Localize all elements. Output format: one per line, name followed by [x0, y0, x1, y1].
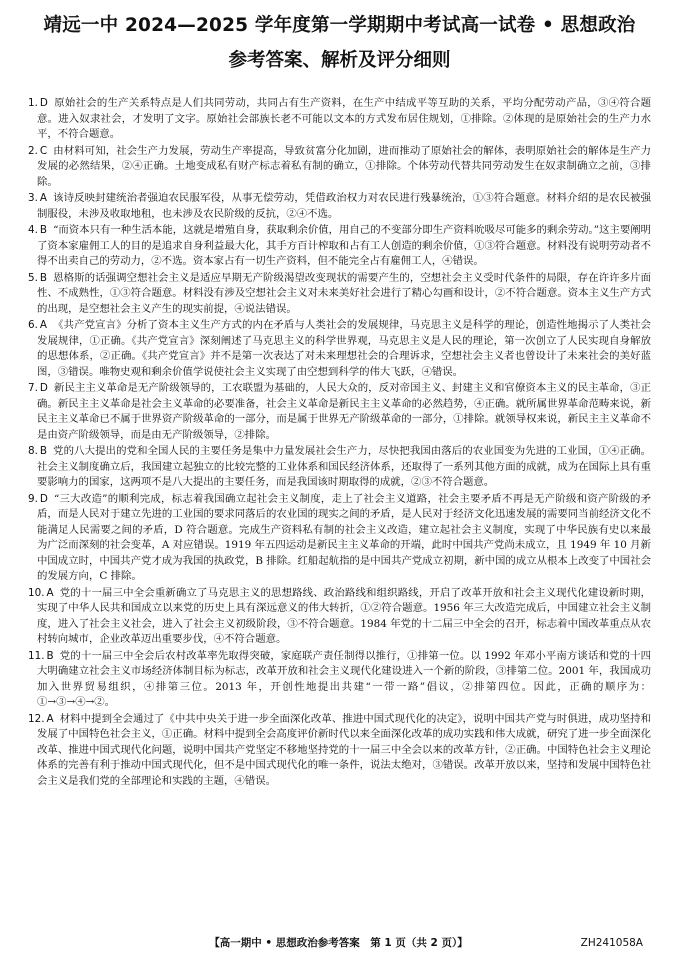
answer-explanation: 恩格斯的话强调空想社会主义是适应早期无产阶级渴望改变现状的需要产生的，空想社会主义受时代条件的局限，存在许许多片面性、不成熟性，①③符合题意。材料没有涉及空想社会主义对未来美好社会进行了精心勾画和设计，②不符合题意。资本主义生产方式的出现，是空想社会主义产生的现实前提，④说法错误。	[37, 271, 651, 315]
question-number: 2.	[28, 144, 38, 157]
answer-choice: D	[39, 97, 48, 109]
answer-choice: A	[39, 192, 48, 204]
question-number: 6.	[28, 319, 38, 331]
answer-explanation: 党的十一届三中全会后农村改革率先取得突破，家庭联产责任制得以推行，①排第一位。以 1992 年邓小平南方谈话和党的十四大明确建立社会主义市场经济体制目标为标志，改革开放和社会主义现代化建设进入一个新的阶段，③排第二位。2001 年，我国成功加入世界贸易组织，④排第三位。2013 年，开创性地提出共建“一带一路”倡议，②排第四位。因此，正确的顺序为：①→③→④→②。	[37, 649, 651, 708]
page-subtitle: 参考答案、解析及评分细则	[228, 50, 451, 71]
answer-explanation: 新民主主义革命是无产阶级领导的，工农联盟为基础的，人民大众的，反对帝国主义、封建主义和官僚资本主义的民主革命，③正确。新民主主义革命是社会主义革命的必要准备，社会主义革命是新民主主义革命的必然趋势，④正确。就所属世界革命范畴来说，新民主主义革命已不属于世界资产阶级革命的一部分，而是属于世界无产阶级革命的一部分，①排除。就领导权来说，新民主主义革命不是由资产阶级领导，而是由无产阶级领导，②排除。	[37, 382, 651, 441]
answer-item	[28, 649, 651, 711]
page-title: 靖远一中 2024—2025 学年度第一学期期中考试高一试卷 • 思想政治	[43, 15, 636, 36]
answer-item	[28, 223, 651, 270]
answer-explanation: 原始社会的生产关系特点是人们共同劳动，共同占有生产资料，在生产中结成平等互助的关系，平均分配劳动产品，③④符合题意。进入奴隶社会，才发明了文字。原始社会部族长老不可能以文本的方式发布居住规划，①排除。②体现的是原始社会的生产力水平，不符合题意。	[37, 97, 651, 140]
answer-explanation: 党的八大提出的党和全国人民的主要任务是集中力量发展社会生产力，尽快把我国由落后的农业国变为先进的工业国，①④正确。社会主义制度确立后，我国建立起独立的比较完整的工业体系和国民经济体系，还取得了一系列其他方面的成就，成为在国际上具有重要影响力的国家，这两项不是八大提出的主要任务，而是我国该时期取得的成就，②③不符合题意。	[37, 445, 651, 488]
answer-choice: D	[39, 492, 48, 505]
answer-explanation: 由材料可知，社会生产力发展，劳动生产率提高，导致贫富分化加剧，进而推动了原始社会的解体，表明原始社会的解体是生产力发展的必然结果，②④正确。土地变成私有财产标志着私有制的确立，①排除。个体劳动代替共同劳动发生在奴隶制确立之前，③排除。	[37, 144, 651, 188]
answer-choice: B	[39, 271, 48, 284]
question-number: 3.	[28, 192, 38, 204]
answer-explanation: 该诗反映封建统治者强迫农民服军役，从事无偿劳动，凭借政治权力对农民进行残暴统治，①③符合题意。材料介绍的是农民被强制服役，未涉及收取地租，也未涉及农民阶级的反抗，②④不选。	[37, 192, 651, 220]
answer-choice: B	[39, 224, 48, 236]
answer-item	[28, 318, 651, 380]
answer-explanation: “三大改造”的顺利完成，标志着我国确立起社会主义制度，走上了社会主义道路，社会主要矛盾不再是无产阶级和资产阶级的矛盾，而是人民对于建立先进的工业国的要求同落后的农业国的现实之间的矛盾，是人民对于经济文化迅速发展的需要同当前经济文化不能满足人民需要之间的矛盾，D 符合题意。完成生产资料私有制的社会主义改造，建立起社会主义制度，实现了中华民族有史以来最为广泛而深刻的社会变革，A 对应错误。1919 年五四运动是新民主主义革命的开端，此时中国共产党尚未成立，且 1949 年 10 月新中国成立时，中国共产党才成为我国的执政党，B 排除。红船起航指的是中国共产党成立初期，新中国的成立从根本上改变了中国社会的发展方向，C 排除。	[37, 492, 651, 582]
question-number: 12.	[28, 712, 45, 725]
answer-choice: D	[39, 382, 48, 394]
answer-item	[28, 96, 651, 143]
answer-choice: B	[46, 649, 54, 662]
answer-choice: C	[39, 144, 48, 157]
answer-choice: B	[39, 445, 48, 457]
answer-explanation: 材料中提到全会通过了《中共中央关于进一步全面深化改革、推进中国式现代化的决定》，说明中国共产党与时俱进，成功坚持和发展了中国特色社会主义，①正确。材料中提到全会高度评价新时代以来全面深化改革的成功实践和伟大成就，研究了进一步全面深化改革、推进中国式现代化问题，说明中国共产党坚定不移地坚持党的十一届三中全会以来的改革方针，②正确。中国特色社会主义理论体系的完善有利于推动中国式现代化，但不是中国式现代化的唯一条件，说法太绝对，③错误。改革开放以来，坚持和发展中国特色社会主义是我们党的全部理论和实践的主题，④错误。	[37, 712, 651, 787]
question-number: 5.	[28, 271, 38, 284]
answer-item	[28, 271, 651, 318]
answer-choice: A	[46, 712, 54, 725]
answer-item	[28, 712, 651, 790]
answer-item	[28, 191, 651, 222]
question-number: 1.	[28, 97, 38, 109]
question-number: 11.	[28, 649, 45, 662]
answer-explanation: 《共产党宣言》分析了资本主义生产方式的内在矛盾与人类社会的发展规律，马克思主义是科学的理论，创造性地揭示了人类社会发展规律，①正确。《共产党宣言》深刻阐述了马克思主义的科学世界观，马克思主义是人民的理论，第一次创立了人民实现自身解放的思想体系，②正确。《共产党宣言》并不是第一次表达了对未来理想社会的合理诉求，空想社会主义者也曾设计了未来社会的美好蓝图，③错误。唯物史观和剩余价值学说使社会主义实现了由空想到科学的伟大飞跃，④错误。	[37, 319, 651, 378]
answer-item	[28, 586, 651, 648]
footer-doc-code: ZH241058A	[580, 937, 643, 949]
question-number: 10.	[28, 586, 45, 599]
answer-choice: A	[39, 319, 48, 331]
answer-explanation: “而资本只有一种生活本能，这就是增殖自身，获取剩余价值，用自己的不变部分即生产资料吮吸尽可能多的剩余劳动。”这主要阐明了资本家雇佣工人的目的是追求自身利益最大化，其手方百计榨取和占有工人创造的剩余价值，①③符合题意。材料没有说明劳动者不得不出卖自己的劳动力，②不选。资本家占有一切生产资料，但不能完全占有雇佣工人，④错误。	[37, 224, 651, 267]
page-footer	[0, 935, 677, 951]
answer-item	[28, 144, 651, 191]
question-number: 7.	[28, 382, 38, 394]
answer-item	[28, 381, 651, 443]
answer-item	[28, 492, 651, 585]
answer-list	[28, 96, 651, 789]
answer-item	[28, 444, 651, 491]
answer-choice: A	[46, 586, 54, 599]
footer-page-info: 【高一期中 • 思想政治参考答案 第 1 页（共 2 页）】	[209, 937, 468, 949]
question-number: 8.	[28, 445, 38, 457]
answer-explanation: 党的十一届三中全会重新确立了马克思主义的思想路线、政治路线和组织路线，开启了改革开放和社会主义现代化建设新时期，实现了中华人民共和国成立以来党的历史上具有深远意义的伟大转折，①②符合题意。1956 年三大改造完成后，中国建立社会主义制度，进入了社会主义社会，进入了社会主义初级阶段，③不符合题意。1984 年党的十二届三中全会的召开，标志着中国改革重点从农村转向城市，企业改革迈出重要步伐，④不符合题意。	[37, 586, 651, 645]
question-number: 9.	[28, 492, 38, 505]
question-number: 4.	[28, 224, 38, 236]
